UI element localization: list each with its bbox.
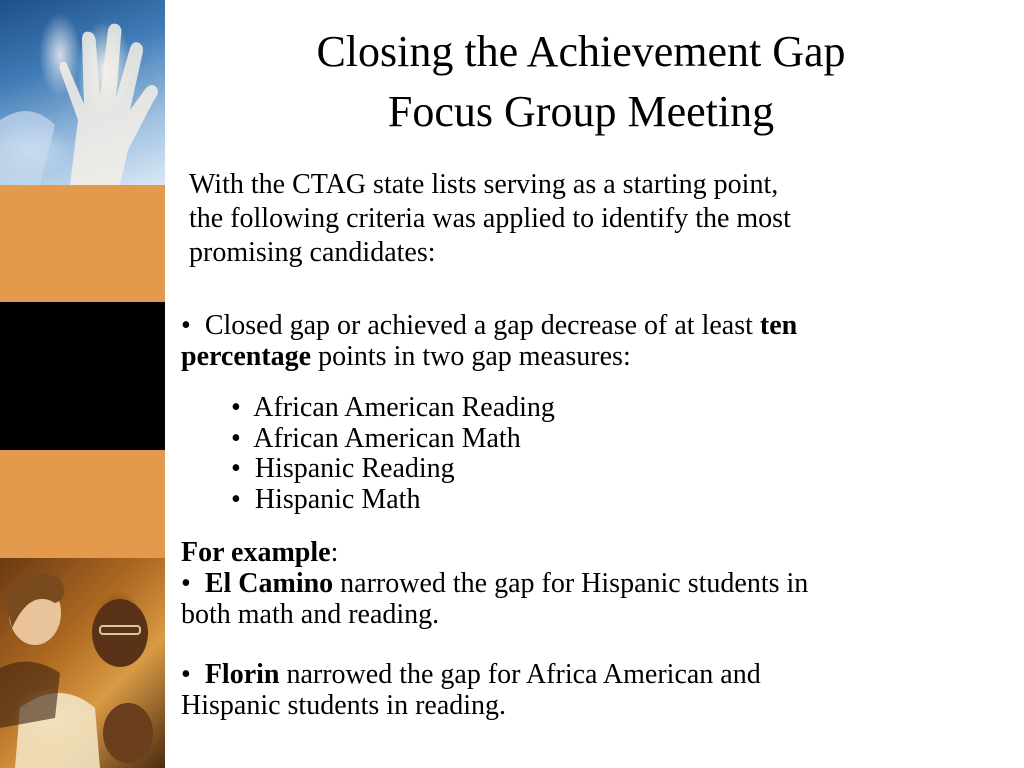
- criterion-bold-ten: ten: [759, 310, 798, 341]
- hands-photo: [0, 0, 165, 185]
- title-line-2: Focus Group Meeting: [387, 87, 775, 136]
- black-band: [0, 302, 165, 450]
- intro-line-3: promising candidates:: [189, 237, 436, 268]
- criterion-bullet: [181, 310, 961, 372]
- list-item: • African American Math: [231, 422, 521, 454]
- gap-measure-label: African American Math: [253, 422, 521, 454]
- example-text: narrowed the gap for Hispanic students in: [333, 568, 809, 599]
- example-heading-colon: :: [330, 537, 339, 568]
- example-item-2-line-1: [181, 659, 971, 690]
- example-block: [181, 537, 971, 630]
- example-item-1-line-1: [181, 568, 971, 599]
- intro-paragraph: [189, 168, 959, 270]
- students-photo: [0, 558, 165, 768]
- orange-band-top: [0, 185, 165, 302]
- example-item-2-line-2: Hispanic students in reading.: [181, 690, 507, 721]
- bullet-marker: •: [181, 659, 191, 690]
- example-block-2: [181, 659, 971, 721]
- list-item: • Hispanic Math: [231, 483, 421, 515]
- criterion-line-2: [181, 341, 961, 372]
- intro-line-1: With the CTAG state lists serving as a starting point,: [189, 169, 779, 200]
- gap-measures-list: [231, 393, 555, 515]
- bullet-marker: •: [181, 568, 191, 599]
- example-heading-bold: For example: [181, 537, 331, 568]
- slide-title: [181, 22, 981, 142]
- example-heading: [181, 537, 971, 568]
- gap-measure-label: African American Reading: [253, 392, 555, 423]
- list-item: • African American Reading: [231, 392, 555, 423]
- school-name: El Camino: [204, 568, 334, 599]
- intro-line-2: the following criteria was applied to identify the most: [189, 203, 791, 234]
- list-item: • Hispanic Reading: [231, 453, 455, 484]
- criterion-text-end: points in two gap measures:: [311, 341, 631, 372]
- slide-content: [181, 0, 1011, 768]
- example-item-1-line-2: both math and reading.: [181, 599, 440, 630]
- raised-hand-icon: [0, 0, 165, 185]
- gap-measure-label: Hispanic Math: [254, 483, 421, 515]
- decorative-sidebar: [0, 0, 165, 768]
- criterion-line-1: [181, 310, 961, 341]
- gap-measure-label: Hispanic Reading: [254, 453, 455, 484]
- bullet-marker: •: [181, 310, 191, 341]
- example-text: narrowed the gap for Africa American and: [279, 659, 761, 690]
- criterion-text: Closed gap or achieved a gap decrease of at least: [204, 310, 760, 341]
- orange-band-bottom: [0, 450, 165, 558]
- title-line-1: Closing the Achievement Gap: [316, 27, 846, 76]
- students-illustration: [0, 558, 165, 768]
- criterion-bold-percentage: percentage: [181, 341, 312, 372]
- school-name: Florin: [204, 659, 280, 690]
